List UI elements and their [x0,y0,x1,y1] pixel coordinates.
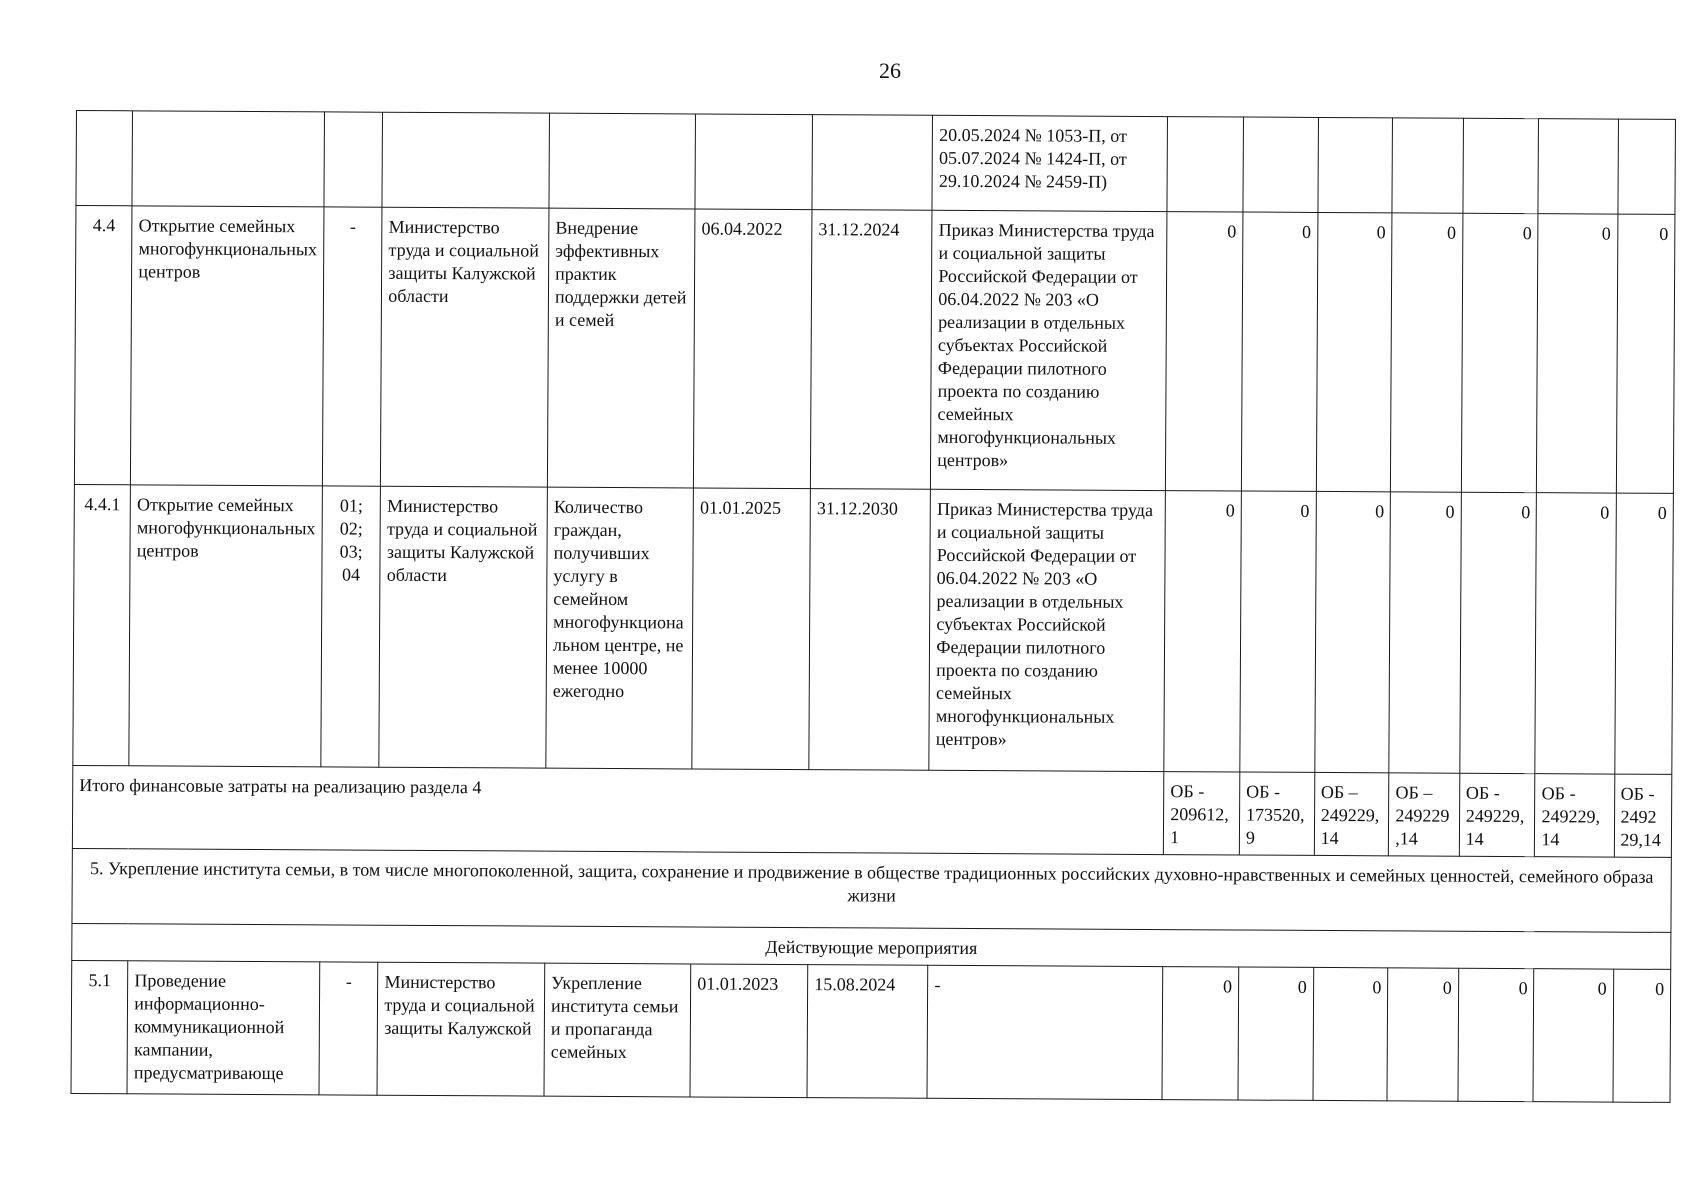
cell-value: 0 [1389,492,1461,773]
cell-empty [1538,119,1618,214]
cell-value: 0 [1537,214,1618,493]
cell-value: 0 [1387,968,1458,1101]
cell-executor: Министерство труда и социальной защиты Калужской области [379,486,547,768]
cell-value: 0 [1616,214,1675,493]
cell-value: 0 [1240,491,1316,772]
cell-empty [1463,118,1539,213]
cell-number: 5.1 [71,960,128,1093]
cell-empty [549,113,696,209]
cell-empty [76,111,133,206]
cell-total-value: ОБ - 173520,9 [1239,772,1314,855]
table-row-5-1 [71,960,1671,1102]
cell-result: Укрепление института семьи и пропаганда семейных [544,963,691,1097]
cell-basis: Приказ Министерства труда и социальной защиты Российской Федерации от 06.04.2022 № 203 «О реализации в отдельных субъектах Российской Федерации пилотного проекта по созданию семейных многофункциональных центров» [929,489,1165,771]
cell-start-date: 06.04.2022 [694,209,812,489]
cell-end-date: 15.08.2024 [807,965,928,1099]
cell-value: 0 [1391,213,1463,492]
cell-value: 0 [1458,968,1535,1101]
cell-code: - [319,962,378,1095]
cell-empty [1617,119,1675,214]
cell-empty [132,111,324,207]
cell-empty [324,112,383,207]
cell-start-date: 01.01.2023 [690,964,808,1098]
section-title: 5. Укрепление института семьи, в том числе многопоколенной, защита, сохранение и продвижение в обществе традиционных российских духовно-нравственных и семейных ценностей, семейного образа жизни [72,848,1671,932]
cell-value: 0 [1461,213,1538,492]
cell-empty [812,115,933,211]
cell-empty [1318,117,1393,212]
cell-event-name: Открытие семейных многофункциональных центров [131,206,324,486]
cell-executor: Министерство труда и социальной защиты Калужской [377,962,544,1096]
cell-empty [382,112,549,208]
cell-value: 0 [1533,969,1613,1102]
cell-executor: Министерство труда и социальной защиты Калужской области [381,207,549,487]
cell-number: 4.4.1 [73,484,131,765]
cell-basis: - [927,965,1163,1099]
cell-empty [1167,117,1243,212]
code-line: 04 [341,564,361,585]
cell-total-value: ОБ – 249229,14 [1314,772,1389,855]
cell-total-value: ОБ – 249229,14 [1389,773,1460,856]
cell-basis: Приказ Министерства труда и социальной защиты Российской Федерации от 06.04.2022 № 203 «О реализации в отдельных субъектах Российской Федерации пилотного проекта по созданию семейных многофункциональных центров» [931,210,1167,490]
cell-total-value: ОБ - 249229,14 [1614,774,1672,857]
code-line: 02; [339,518,363,539]
cell-number: 4.4 [74,206,132,485]
page-number: 26 [879,58,901,83]
cell-value: 0 [1166,212,1243,491]
cell-event-name: Открытие семейных многофункциональных центров [129,485,322,767]
cell-total-value: ОБ - 249229,14 [1535,774,1614,857]
table-row-total-section-4 [72,765,1671,857]
cell-empty [1392,118,1463,213]
cell-value: 0 [1162,967,1239,1100]
total-label: Итого финансовые затраты на реализацию раздела 4 [72,765,1164,854]
cell-total-value: ОБ - 209612,1 [1164,772,1240,855]
cell-empty [1243,117,1318,212]
cell-value: 0 [1313,967,1388,1100]
table-row-4-4-1 [73,484,1674,774]
cell-value: 0 [1316,212,1392,491]
cell-end-date: 31.12.2030 [809,489,931,771]
cell-code: - [322,207,382,486]
cell-value: 0 [1460,492,1537,773]
cell-end-date: 31.12.2024 [811,210,933,490]
cell-value: 0 [1164,491,1241,772]
cell-total-value: ОБ - 249229,14 [1459,773,1535,856]
cell-value: 0 [1314,491,1390,772]
cell-value: 0 [1241,212,1317,491]
cell-basis: 20.05.2024 № 1053-П, от 05.07.2024 № 1424-П, от 29.10.2024 № 2459-П) [932,115,1167,211]
cell-empty [695,114,812,210]
cell-value: 0 [1238,967,1313,1100]
program-table [71,110,1676,1103]
table-row-4-4 [74,206,1675,494]
cell-code [321,486,381,767]
cell-result: Внедрение эффективных практик поддержки детей и семей [547,208,695,488]
table-row-section-5 [72,848,1671,932]
subsection-title: Действующие мероприятия [72,923,1671,969]
cell-value: 0 [1612,969,1670,1102]
cell-value: 0 [1614,493,1673,774]
cell-start-date: 01.01.2025 [692,488,810,770]
code-line: 03; [339,541,363,562]
code-line: 01; [339,495,363,516]
table-row-continuation [76,111,1676,215]
cell-result: Количество граждан, получивших услугу в семейном многофункциональном центре, не менее 10000 ежегодно [546,487,694,769]
cell-value: 0 [1535,493,1616,774]
cell-event-name: Проведение информационно-коммуникационной кампании, предусматривающе [127,961,319,1095]
